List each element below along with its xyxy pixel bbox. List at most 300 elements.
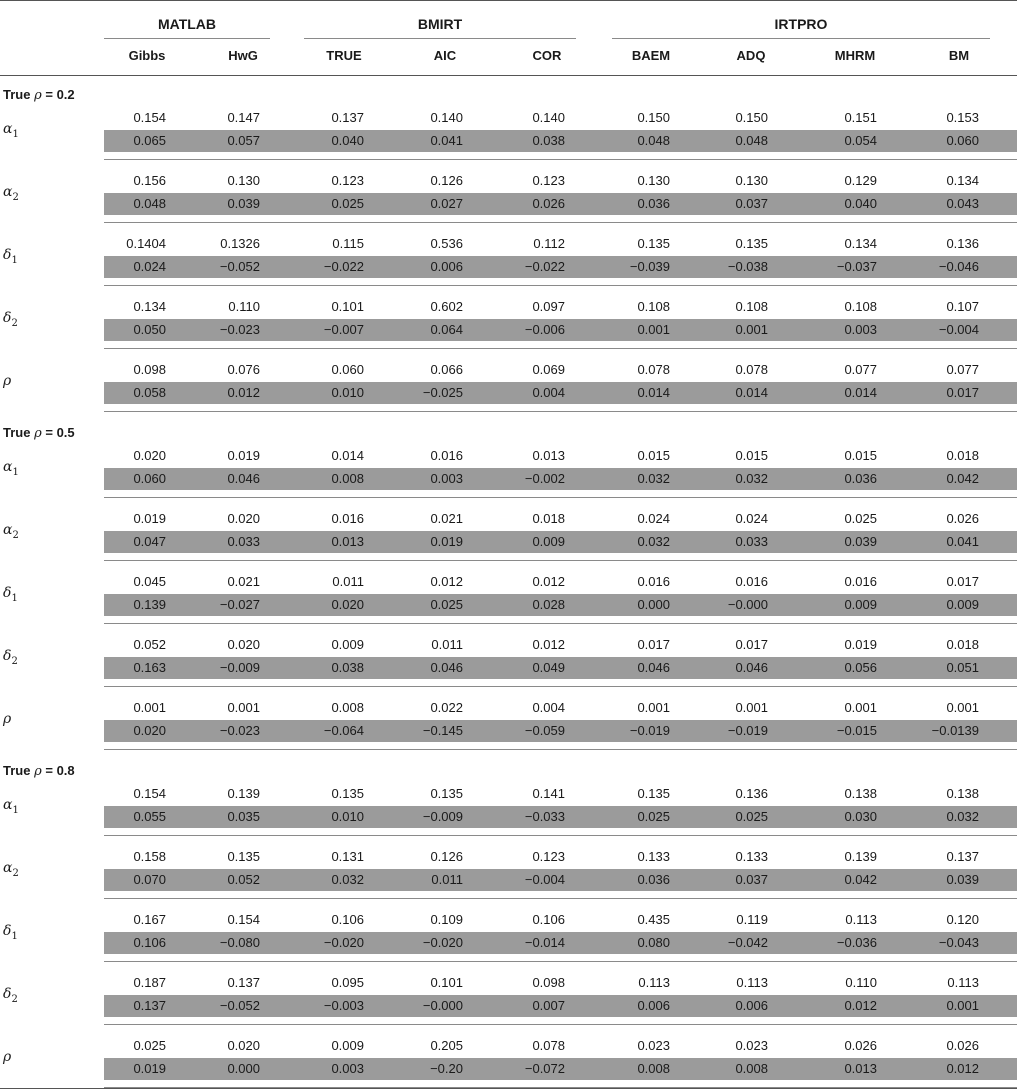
table-row	[104, 359, 1017, 381]
table-cell: 0.536	[430, 236, 463, 251]
table-cell: −0.023	[219, 723, 260, 738]
table-cell: −0.036	[836, 935, 877, 950]
table-cell: 0.051	[946, 660, 979, 675]
param-symbol: α	[3, 860, 13, 876]
param-label	[3, 522, 19, 541]
table-row-shaded	[104, 193, 1017, 215]
table-cell: 0.049	[532, 660, 565, 675]
table-cell: −0.007	[323, 322, 364, 337]
table-cell: 0.205	[430, 1038, 463, 1053]
table-cell: 0.135	[637, 786, 670, 801]
table-cell: 0.012	[532, 637, 565, 652]
table-cell: 0.026	[946, 1038, 979, 1053]
table-cell: −0.033	[524, 809, 565, 824]
section-title	[3, 763, 75, 779]
table-cell: 0.018	[532, 511, 565, 526]
table-cell: 0.004	[532, 385, 565, 400]
table-cell: 0.017	[946, 385, 979, 400]
table-cell: 0.021	[227, 574, 260, 589]
table-cell: 0.054	[844, 133, 877, 148]
table-cell: 0.138	[844, 786, 877, 801]
table-cell: −0.000	[727, 597, 768, 612]
param-subscript: 1	[12, 804, 19, 816]
table-cell: 0.025	[133, 1038, 166, 1053]
param-symbol: α	[3, 121, 13, 137]
table-cell: 0.133	[735, 849, 768, 864]
param-subscript: 2	[12, 529, 19, 541]
table-cell: 0.008	[637, 1061, 670, 1076]
table-cell: 0.115	[332, 236, 364, 251]
table-cell: 0.042	[946, 471, 979, 486]
row-separator	[104, 686, 1017, 687]
param-label	[3, 986, 18, 1005]
table-row	[104, 909, 1017, 931]
table-row-shaded	[104, 468, 1017, 490]
table-cell: 0.000	[637, 597, 670, 612]
table-row-shaded	[104, 594, 1017, 616]
table-cell: 0.036	[637, 872, 670, 887]
col-header-aic: AIC	[433, 48, 457, 63]
table-cell: 0.020	[227, 511, 260, 526]
group-underline-irtpro	[612, 38, 990, 39]
table-cell: 0.001	[844, 700, 877, 715]
table-row	[104, 107, 1017, 129]
table-cell: 0.026	[844, 1038, 877, 1053]
table-cell: 0.012	[844, 998, 877, 1013]
row-separator	[104, 222, 1017, 223]
table-cell: 0.006	[430, 259, 463, 274]
table-cell: 0.012	[532, 574, 565, 589]
table-cell: 0.138	[946, 786, 979, 801]
param-subscript: 2	[12, 867, 19, 879]
table-cell: −0.072	[524, 1061, 565, 1076]
table-row-shaded	[104, 130, 1017, 152]
row-separator	[104, 961, 1017, 962]
table-cell: 0.137	[946, 849, 979, 864]
table-cell: 0.019	[844, 637, 877, 652]
param-subscript: 1	[12, 128, 19, 140]
param-label	[3, 184, 19, 203]
param-symbol: α	[3, 522, 13, 538]
table-cell: 0.007	[532, 998, 565, 1013]
param-symbol: ρ	[3, 373, 12, 389]
table-cell: 0.017	[946, 574, 979, 589]
param-symbol: ρ	[3, 711, 12, 727]
row-separator	[104, 898, 1017, 899]
table-row	[104, 634, 1017, 656]
param-symbol: δ	[3, 585, 12, 601]
table-cell: 0.140	[532, 110, 565, 125]
table-cell: 0.131	[331, 849, 364, 864]
section-title-value: = 0.2	[45, 87, 75, 102]
table-cell: 0.048	[735, 133, 768, 148]
table-row-shaded	[104, 382, 1017, 404]
table-cell: 0.024	[735, 511, 768, 526]
table-cell: 0.032	[637, 534, 670, 549]
table-cell: 0.119	[736, 912, 768, 927]
table-cell: 0.025	[430, 597, 463, 612]
table-cell: 0.023	[637, 1038, 670, 1053]
section-title	[3, 425, 75, 441]
section-title-prefix: True	[3, 763, 31, 778]
table-cell: 0.036	[844, 471, 877, 486]
table-cell: 0.113	[947, 975, 979, 990]
table-row	[104, 233, 1017, 255]
col-header-gibbs: Gibbs	[128, 48, 166, 63]
col-header-adq: ADQ	[736, 48, 766, 63]
param-subscript: 2	[11, 655, 18, 667]
param-label	[3, 310, 18, 329]
table-cell: 0.037	[735, 872, 768, 887]
table-cell: 0.025	[331, 196, 364, 211]
table-cell: 0.602	[430, 299, 463, 314]
table-cell: 0.135	[637, 236, 670, 251]
table-cell: 0.025	[844, 511, 877, 526]
table-cell: 0.042	[844, 872, 877, 887]
table-cell: 0.112	[533, 236, 565, 251]
table-cell: 0.134	[946, 173, 979, 188]
table-cell: 0.150	[637, 110, 670, 125]
table-cell: −0.064	[323, 723, 364, 738]
table-cell: −0.009	[219, 660, 260, 675]
table-cell: 0.016	[331, 511, 364, 526]
table-cell: 0.041	[430, 133, 463, 148]
table-cell: −0.019	[727, 723, 768, 738]
table-cell: 0.025	[735, 809, 768, 824]
table-cell: 0.123	[532, 173, 565, 188]
col-header-true: TRUE	[326, 48, 362, 63]
table-cell: 0.107	[946, 299, 979, 314]
table-row-shaded	[104, 657, 1017, 679]
group-header-irtpro: IRTPRO	[774, 16, 828, 32]
table-row	[104, 508, 1017, 530]
table-cell: 0.013	[532, 448, 565, 463]
table-cell: 0.163	[133, 660, 166, 675]
table-row	[104, 445, 1017, 467]
param-subscript: 1	[12, 466, 19, 478]
table-cell: 0.013	[331, 534, 364, 549]
table-cell: −0.052	[219, 998, 260, 1013]
param-symbol: δ	[3, 247, 12, 263]
table-cell: −0.027	[219, 597, 260, 612]
table-cell: 0.006	[637, 998, 670, 1013]
table-cell: 0.047	[133, 534, 166, 549]
group-underline-bmirt	[304, 38, 576, 39]
table-cell: 0.035	[227, 809, 260, 824]
table-cell: 0.140	[430, 110, 463, 125]
table-cell: 0.009	[946, 597, 979, 612]
table-cell: 0.123	[331, 173, 364, 188]
row-separator	[104, 749, 1017, 750]
table-cell: 0.065	[133, 133, 166, 148]
table-cell: 0.078	[637, 362, 670, 377]
row-separator	[104, 560, 1017, 561]
table-cell: 0.137	[227, 975, 260, 990]
table-cell: −0.025	[422, 385, 463, 400]
table-cell: 0.095	[331, 975, 364, 990]
table-cell: 0.098	[133, 362, 166, 377]
table-cell: 0.009	[331, 1038, 364, 1053]
table-cell: 0.003	[430, 471, 463, 486]
table-cell: 0.046	[227, 471, 260, 486]
table-cell: 0.134	[133, 299, 166, 314]
table-cell: 0.018	[946, 637, 979, 652]
table-cell: 0.040	[331, 133, 364, 148]
table-row	[104, 170, 1017, 192]
table-cell: −0.038	[727, 259, 768, 274]
table-cell: 0.151	[844, 110, 877, 125]
col-header-mhrm: MHRM	[834, 48, 876, 63]
table-cell: 0.113	[638, 975, 670, 990]
table-cell: 0.001	[946, 998, 979, 1013]
table-cell: 0.113	[845, 912, 877, 927]
table-cell: 0.046	[430, 660, 463, 675]
table-cell: −0.003	[323, 998, 364, 1013]
table-cell: 0.101	[331, 299, 364, 314]
table-cell: 0.1404	[126, 236, 166, 251]
table-cell: 0.040	[844, 196, 877, 211]
table-cell: 0.022	[430, 700, 463, 715]
table-cell: 0.000	[227, 1061, 260, 1076]
table-cell: 0.008	[331, 700, 364, 715]
param-label	[3, 585, 18, 604]
table-cell: 0.120	[946, 912, 979, 927]
table-cell: 0.014	[844, 385, 877, 400]
table-cell: 0.153	[946, 110, 979, 125]
table-cell: −0.080	[219, 935, 260, 950]
table-row-shaded	[104, 1058, 1017, 1080]
table-cell: 0.135	[227, 849, 260, 864]
table-cell: 0.137	[133, 998, 166, 1013]
section-title-rho: ρ	[34, 764, 42, 779]
row-separator	[104, 623, 1017, 624]
table-cell: 0.024	[133, 259, 166, 274]
table-cell: 0.014	[637, 385, 670, 400]
table-cell: 0.041	[946, 534, 979, 549]
table-cell: 0.126	[430, 849, 463, 864]
param-label	[3, 121, 19, 140]
row-separator	[104, 411, 1017, 412]
table-cell: 0.017	[735, 637, 768, 652]
table-cell: 0.039	[227, 196, 260, 211]
table-cell: 0.009	[844, 597, 877, 612]
table-cell: 0.046	[735, 660, 768, 675]
table-cell: 0.026	[532, 196, 565, 211]
table-cell: 0.001	[227, 700, 260, 715]
col-header-cor: COR	[532, 48, 562, 63]
param-label	[3, 373, 11, 392]
table-cell: 0.030	[844, 809, 877, 824]
table-cell: 0.009	[532, 534, 565, 549]
table-cell: 0.033	[227, 534, 260, 549]
table-row	[104, 846, 1017, 868]
table-cell: 0.019	[430, 534, 463, 549]
table-cell: 0.019	[133, 1061, 166, 1076]
section-title-rho: ρ	[34, 426, 42, 441]
table-cell: 0.070	[133, 872, 166, 887]
table-cell: −0.042	[727, 935, 768, 950]
table-cell: 0.057	[227, 133, 260, 148]
table-cell: 0.078	[532, 1038, 565, 1053]
table-cell: 0.016	[637, 574, 670, 589]
table-cell: 0.1326	[220, 236, 260, 251]
table-cell: −0.022	[323, 259, 364, 274]
table-cell: 0.154	[227, 912, 260, 927]
table-cell: 0.060	[133, 471, 166, 486]
table-cell: 0.130	[227, 173, 260, 188]
table-cell: 0.130	[637, 173, 670, 188]
table-cell: 0.019	[133, 511, 166, 526]
table-cell: 0.033	[735, 534, 768, 549]
table-cell: 0.147	[227, 110, 260, 125]
table-cell: −0.004	[524, 872, 565, 887]
row-separator	[104, 497, 1017, 498]
param-subscript: 2	[11, 993, 18, 1005]
param-label	[3, 459, 19, 478]
param-symbol: δ	[3, 310, 12, 326]
table-cell: 0.110	[845, 975, 877, 990]
table-cell: 0.046	[637, 660, 670, 675]
param-subscript: 1	[11, 254, 18, 266]
table-cell: 0.032	[735, 471, 768, 486]
table-cell: 0.108	[735, 299, 768, 314]
row-separator	[104, 1024, 1017, 1025]
table-cell: 0.013	[844, 1061, 877, 1076]
table-cell: 0.135	[735, 236, 768, 251]
table-cell: 0.129	[844, 173, 877, 188]
table-cell: 0.020	[133, 723, 166, 738]
table-cell: 0.010	[331, 385, 364, 400]
group-underline-matlab	[104, 38, 270, 39]
col-header-bm: BM	[948, 48, 970, 63]
table-cell: 0.139	[133, 597, 166, 612]
table-cell: 0.001	[735, 322, 768, 337]
table-cell: 0.028	[532, 597, 565, 612]
table-cell: 0.139	[227, 786, 260, 801]
table-cell: −0.022	[524, 259, 565, 274]
table-cell: 0.106	[532, 912, 565, 927]
param-symbol: α	[3, 797, 13, 813]
table-cell: 0.060	[946, 133, 979, 148]
table-cell: 0.077	[844, 362, 877, 377]
table-row-shaded	[104, 806, 1017, 828]
param-symbol: δ	[3, 923, 12, 939]
table-cell: 0.060	[331, 362, 364, 377]
table-cell: 0.015	[735, 448, 768, 463]
table-cell: 0.003	[331, 1061, 364, 1076]
table-cell: 0.032	[946, 809, 979, 824]
table-cell: 0.039	[946, 872, 979, 887]
table-cell: 0.106	[133, 935, 166, 950]
table-row-shaded	[104, 720, 1017, 742]
param-symbol: ρ	[3, 1049, 12, 1065]
table-cell: −0.004	[938, 322, 979, 337]
table-cell: 0.038	[331, 660, 364, 675]
top-rule	[0, 0, 1017, 1]
table-cell: −0.020	[323, 935, 364, 950]
table-cell: 0.435	[637, 912, 670, 927]
bottom-rule	[0, 1088, 1017, 1089]
table-cell: 0.136	[735, 786, 768, 801]
table-cell: 0.016	[844, 574, 877, 589]
table-cell: 0.123	[532, 849, 565, 864]
table-row-shaded	[104, 995, 1017, 1017]
table-cell: −0.0139	[931, 723, 979, 738]
table-cell: 0.133	[637, 849, 670, 864]
table-cell: 0.037	[735, 196, 768, 211]
header-rule	[0, 75, 1017, 76]
table-cell: −0.002	[524, 471, 565, 486]
table-cell: 0.052	[227, 872, 260, 887]
param-label	[3, 711, 11, 730]
param-label	[3, 923, 18, 942]
table-cell: 0.139	[844, 849, 877, 864]
section-title-rho: ρ	[34, 88, 42, 103]
table-cell: −0.000	[422, 998, 463, 1013]
table-cell: 0.108	[637, 299, 670, 314]
col-header-baem: BAEM	[631, 48, 671, 63]
table-cell: 0.056	[844, 660, 877, 675]
section-title-value: = 0.5	[45, 425, 75, 440]
table-cell: −0.043	[938, 935, 979, 950]
table-cell: 0.187	[133, 975, 166, 990]
param-symbol: α	[3, 459, 13, 475]
table-cell: 0.004	[532, 700, 565, 715]
table-cell: 0.016	[430, 448, 463, 463]
table-cell: 0.001	[637, 700, 670, 715]
table-cell: 0.026	[946, 511, 979, 526]
table-cell: 0.077	[946, 362, 979, 377]
table-cell: 0.109	[430, 912, 463, 927]
table-cell: 0.156	[133, 173, 166, 188]
row-separator	[104, 285, 1017, 286]
table-cell: 0.045	[133, 574, 166, 589]
table-row	[104, 972, 1017, 994]
table-cell: 0.024	[637, 511, 670, 526]
table-cell: 0.064	[430, 322, 463, 337]
table-cell: −0.052	[219, 259, 260, 274]
row-separator	[104, 348, 1017, 349]
table-row-shaded	[104, 531, 1017, 553]
table-row	[104, 571, 1017, 593]
table-cell: −0.014	[524, 935, 565, 950]
table-cell: 0.001	[735, 700, 768, 715]
table-cell: 0.010	[331, 809, 364, 824]
table-cell: 0.154	[133, 786, 166, 801]
table-cell: 0.050	[133, 322, 166, 337]
table-cell: 0.048	[637, 133, 670, 148]
table-cell: 0.025	[637, 809, 670, 824]
table-cell: 0.113	[736, 975, 768, 990]
table-row-shaded	[104, 319, 1017, 341]
param-symbol: α	[3, 184, 13, 200]
table-cell: −0.006	[524, 322, 565, 337]
section-title-prefix: True	[3, 87, 31, 102]
table-cell: 0.135	[331, 786, 364, 801]
table-cell: 0.020	[227, 1038, 260, 1053]
table-cell: −0.015	[836, 723, 877, 738]
table-cell: 0.066	[430, 362, 463, 377]
table-cell: 0.043	[946, 196, 979, 211]
table-cell: 0.078	[735, 362, 768, 377]
table-cell: 0.019	[227, 448, 260, 463]
table-cell: 0.076	[227, 362, 260, 377]
table-cell: 0.098	[532, 975, 565, 990]
table-cell: −0.037	[836, 259, 877, 274]
table-cell: 0.130	[735, 173, 768, 188]
table-cell: 0.008	[331, 471, 364, 486]
table-row	[104, 296, 1017, 318]
